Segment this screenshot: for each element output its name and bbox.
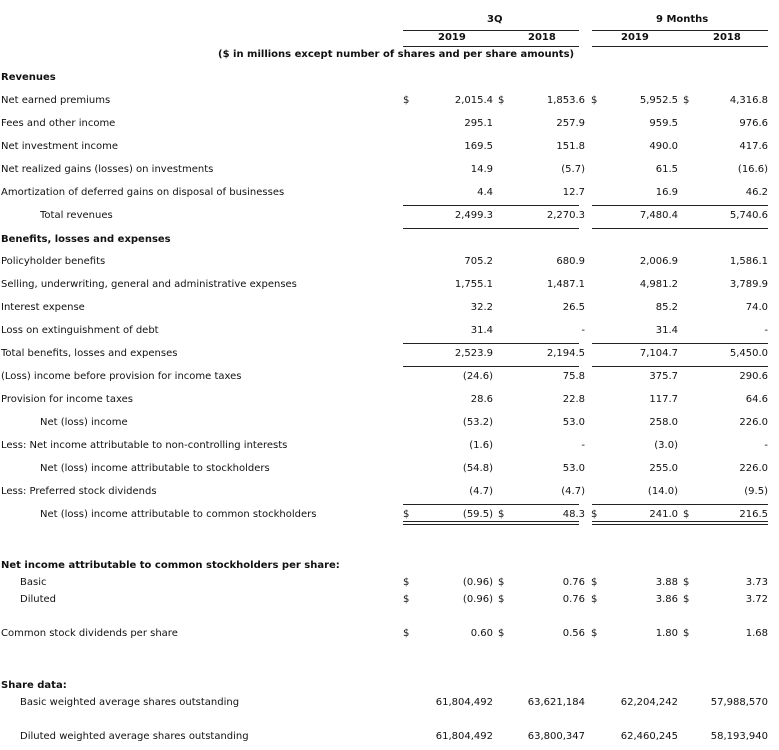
- row-value: 5,450.0: [729, 348, 768, 359]
- currency-symbol: $: [591, 95, 598, 106]
- row-value: 959.5: [649, 118, 678, 129]
- row-value: 32.2: [470, 302, 493, 313]
- row-value: (0.96): [462, 577, 493, 588]
- row-value: 7,480.4: [639, 210, 678, 221]
- row-label: (Loss) income before provision for income taxes: [1, 371, 242, 382]
- row-value: 375.7: [649, 371, 678, 382]
- year-rule-9m: [592, 46, 768, 47]
- row-value: 216.5: [739, 509, 768, 520]
- header-rule-9m: [592, 30, 768, 31]
- row-value: 61,804,492: [435, 731, 493, 742]
- row-label: Net (loss) income attributable to stockholders: [40, 463, 270, 474]
- row-value: 63,621,184: [527, 697, 585, 708]
- section-per-share: Net income attributable to common stockholders per share:: [1, 560, 340, 571]
- row-label: Basic: [20, 577, 47, 588]
- row-value: 64.6: [745, 394, 768, 405]
- section-revenues: Revenues: [1, 72, 56, 83]
- currency-symbol: $: [403, 95, 410, 106]
- row-value: (9.5): [744, 486, 768, 497]
- row-value: -: [581, 325, 585, 336]
- row-value: (4.7): [469, 486, 493, 497]
- row-value: 1.80: [655, 628, 678, 639]
- row-value: 3.73: [745, 577, 768, 588]
- currency-symbol: $: [591, 594, 598, 605]
- row-value: 62,204,242: [620, 697, 678, 708]
- row-value: 1,853.6: [546, 95, 585, 106]
- row-value: 258.0: [649, 417, 678, 428]
- row-label: Diluted: [20, 594, 57, 605]
- section-benefits: Benefits, losses and expenses: [1, 234, 171, 245]
- row-value: 53.0: [562, 463, 585, 474]
- row-value: 169.5: [464, 141, 493, 152]
- row-value: -: [581, 440, 585, 451]
- row-value: (59.5): [462, 509, 493, 520]
- currency-symbol: $: [403, 594, 410, 605]
- row-value: 976.6: [739, 118, 768, 129]
- row-value: 2,015.4: [454, 95, 493, 106]
- rule-before-net-common-3q: [403, 504, 579, 505]
- row-value: (53.2): [462, 417, 493, 428]
- currency-symbol: $: [683, 509, 690, 520]
- row-value: (3.0): [654, 440, 678, 451]
- currency-symbol: $: [683, 628, 690, 639]
- row-value: 26.5: [562, 302, 585, 313]
- row-value: (4.7): [561, 486, 585, 497]
- currency-symbol: $: [683, 95, 690, 106]
- row-label: Amortization of deferred gains on disposal of businesses: [1, 187, 285, 198]
- row-value: 3.88: [655, 577, 678, 588]
- row-label: Selling, underwriting, general and administrative expenses: [1, 279, 297, 290]
- period-3q-header: 3Q: [487, 14, 503, 25]
- period-9m-header: 9 Months: [656, 14, 709, 25]
- row-value: 46.2: [745, 187, 768, 198]
- currency-symbol: $: [498, 95, 505, 106]
- row-value: 0.76: [562, 577, 585, 588]
- row-value: 2,499.3: [454, 210, 493, 221]
- row-value: 58,193,940: [710, 731, 768, 742]
- header-rule-3q: [403, 30, 579, 31]
- row-label: Net realized gains (losses) on investments: [1, 164, 214, 175]
- rule-after-total-revenues-9m: [592, 228, 768, 229]
- row-label: Basic weighted average shares outstanding: [20, 697, 240, 708]
- row-value: (0.96): [462, 594, 493, 605]
- row-label: Interest expense: [1, 302, 85, 313]
- row-value: 31.4: [470, 325, 493, 336]
- row-label: Net earned premiums: [1, 95, 111, 106]
- row-label: Loss on extinguishment of debt: [1, 325, 159, 336]
- row-label: Diluted weighted average shares outstanding: [20, 731, 249, 742]
- currency-symbol: $: [498, 509, 505, 520]
- double-rule-net-common-3q: [403, 521, 579, 525]
- row-value: 14.9: [470, 164, 493, 175]
- row-value: (5.7): [561, 164, 585, 175]
- row-value: (54.8): [462, 463, 493, 474]
- currency-symbol: $: [403, 577, 410, 588]
- row-value: 226.0: [739, 463, 768, 474]
- row-value: 2,523.9: [454, 348, 493, 359]
- row-value: 1,755.1: [454, 279, 493, 290]
- row-value: 1.68: [745, 628, 768, 639]
- row-value: 290.6: [739, 371, 768, 382]
- row-value: 151.8: [556, 141, 585, 152]
- currency-symbol: $: [591, 509, 598, 520]
- currency-symbol: $: [498, 628, 505, 639]
- row-value: 226.0: [739, 417, 768, 428]
- row-label: Fees and other income: [1, 118, 116, 129]
- rule-before-total-revenues-3q: [403, 205, 579, 206]
- row-value: (24.6): [462, 371, 493, 382]
- row-value: 12.7: [562, 187, 585, 198]
- row-label: Net (loss) income: [40, 417, 128, 428]
- row-value: 53.0: [562, 417, 585, 428]
- row-label: Common stock dividends per share: [1, 628, 178, 639]
- row-value: 48.3: [562, 509, 585, 520]
- row-value: 4,316.8: [729, 95, 768, 106]
- units-note: ($ in millions except number of shares and per share amounts): [218, 49, 575, 60]
- row-value: 0.76: [562, 594, 585, 605]
- double-rule-net-common-9m: [592, 521, 768, 525]
- rule-after-total-benefits-9m: [592, 366, 768, 367]
- row-label: Net investment income: [1, 141, 119, 152]
- year-rule-3q: [403, 46, 579, 47]
- row-value: 2,270.3: [546, 210, 585, 221]
- row-value: 2,006.9: [639, 256, 678, 267]
- currency-symbol: $: [498, 594, 505, 605]
- row-value: 22.8: [562, 394, 585, 405]
- rule-before-total-revenues-9m: [592, 205, 768, 206]
- currency-symbol: $: [683, 594, 690, 605]
- year-3q-2018: 2018: [528, 32, 556, 43]
- row-value: 62,460,245: [620, 731, 678, 742]
- row-value: 417.6: [739, 141, 768, 152]
- row-value: (16.6): [737, 164, 768, 175]
- row-label: Less: Preferred stock dividends: [1, 486, 157, 497]
- row-value: 117.7: [649, 394, 678, 405]
- row-value: 0.60: [470, 628, 493, 639]
- row-value: 7,104.7: [639, 348, 678, 359]
- row-value: 4.4: [477, 187, 493, 198]
- row-value: -: [764, 325, 768, 336]
- currency-symbol: $: [591, 577, 598, 588]
- row-value: 257.9: [556, 118, 585, 129]
- rule-before-total-benefits-9m: [592, 343, 768, 344]
- row-label: Provision for income taxes: [1, 394, 133, 405]
- currency-symbol: $: [591, 628, 598, 639]
- row-value: 295.1: [464, 118, 493, 129]
- row-value: 705.2: [464, 256, 493, 267]
- rule-after-total-benefits-3q: [403, 366, 579, 367]
- row-label: Policyholder benefits: [1, 256, 106, 267]
- row-label: Less: Net income attributable to non-controlling interests: [1, 440, 288, 451]
- currency-symbol: $: [683, 577, 690, 588]
- row-value: 63,800,347: [527, 731, 585, 742]
- row-label: Total revenues: [40, 210, 113, 221]
- currency-symbol: $: [498, 577, 505, 588]
- year-3q-2019: 2019: [438, 32, 466, 43]
- row-value: 3.86: [655, 594, 678, 605]
- row-value: 85.2: [655, 302, 678, 313]
- rule-after-total-revenues-3q: [403, 228, 579, 229]
- row-value: 5,740.6: [729, 210, 768, 221]
- currency-symbol: $: [403, 509, 410, 520]
- row-value: 61,804,492: [435, 697, 493, 708]
- row-value: 5,952.5: [639, 95, 678, 106]
- row-value: -: [764, 440, 768, 451]
- row-value: 255.0: [649, 463, 678, 474]
- rule-before-total-benefits-3q: [403, 343, 579, 344]
- row-value: 57,988,570: [710, 697, 768, 708]
- row-value: (1.6): [469, 440, 493, 451]
- row-value: 75.8: [562, 371, 585, 382]
- rule-before-net-common-9m: [592, 504, 768, 505]
- year-9m-2018: 2018: [713, 32, 741, 43]
- row-value: 74.0: [745, 302, 768, 313]
- row-label: Total benefits, losses and expenses: [1, 348, 178, 359]
- row-value: 0.56: [562, 628, 585, 639]
- row-value: 241.0: [649, 509, 678, 520]
- row-value: 4,981.2: [639, 279, 678, 290]
- row-value: 3,789.9: [729, 279, 768, 290]
- section-share-data: Share data:: [1, 680, 67, 691]
- row-value: 490.0: [649, 141, 678, 152]
- row-value: 680.9: [556, 256, 585, 267]
- row-value: 28.6: [470, 394, 493, 405]
- row-value: 61.5: [655, 164, 678, 175]
- row-value: 3.72: [745, 594, 768, 605]
- row-value: 31.4: [655, 325, 678, 336]
- currency-symbol: $: [403, 628, 410, 639]
- row-label: Net (loss) income attributable to common stockholders: [40, 509, 317, 520]
- row-value: 16.9: [655, 187, 678, 198]
- row-value: 1,586.1: [729, 256, 768, 267]
- row-value: 1,487.1: [546, 279, 585, 290]
- row-value: 2,194.5: [546, 348, 585, 359]
- row-value: (14.0): [647, 486, 678, 497]
- year-9m-2019: 2019: [621, 32, 649, 43]
